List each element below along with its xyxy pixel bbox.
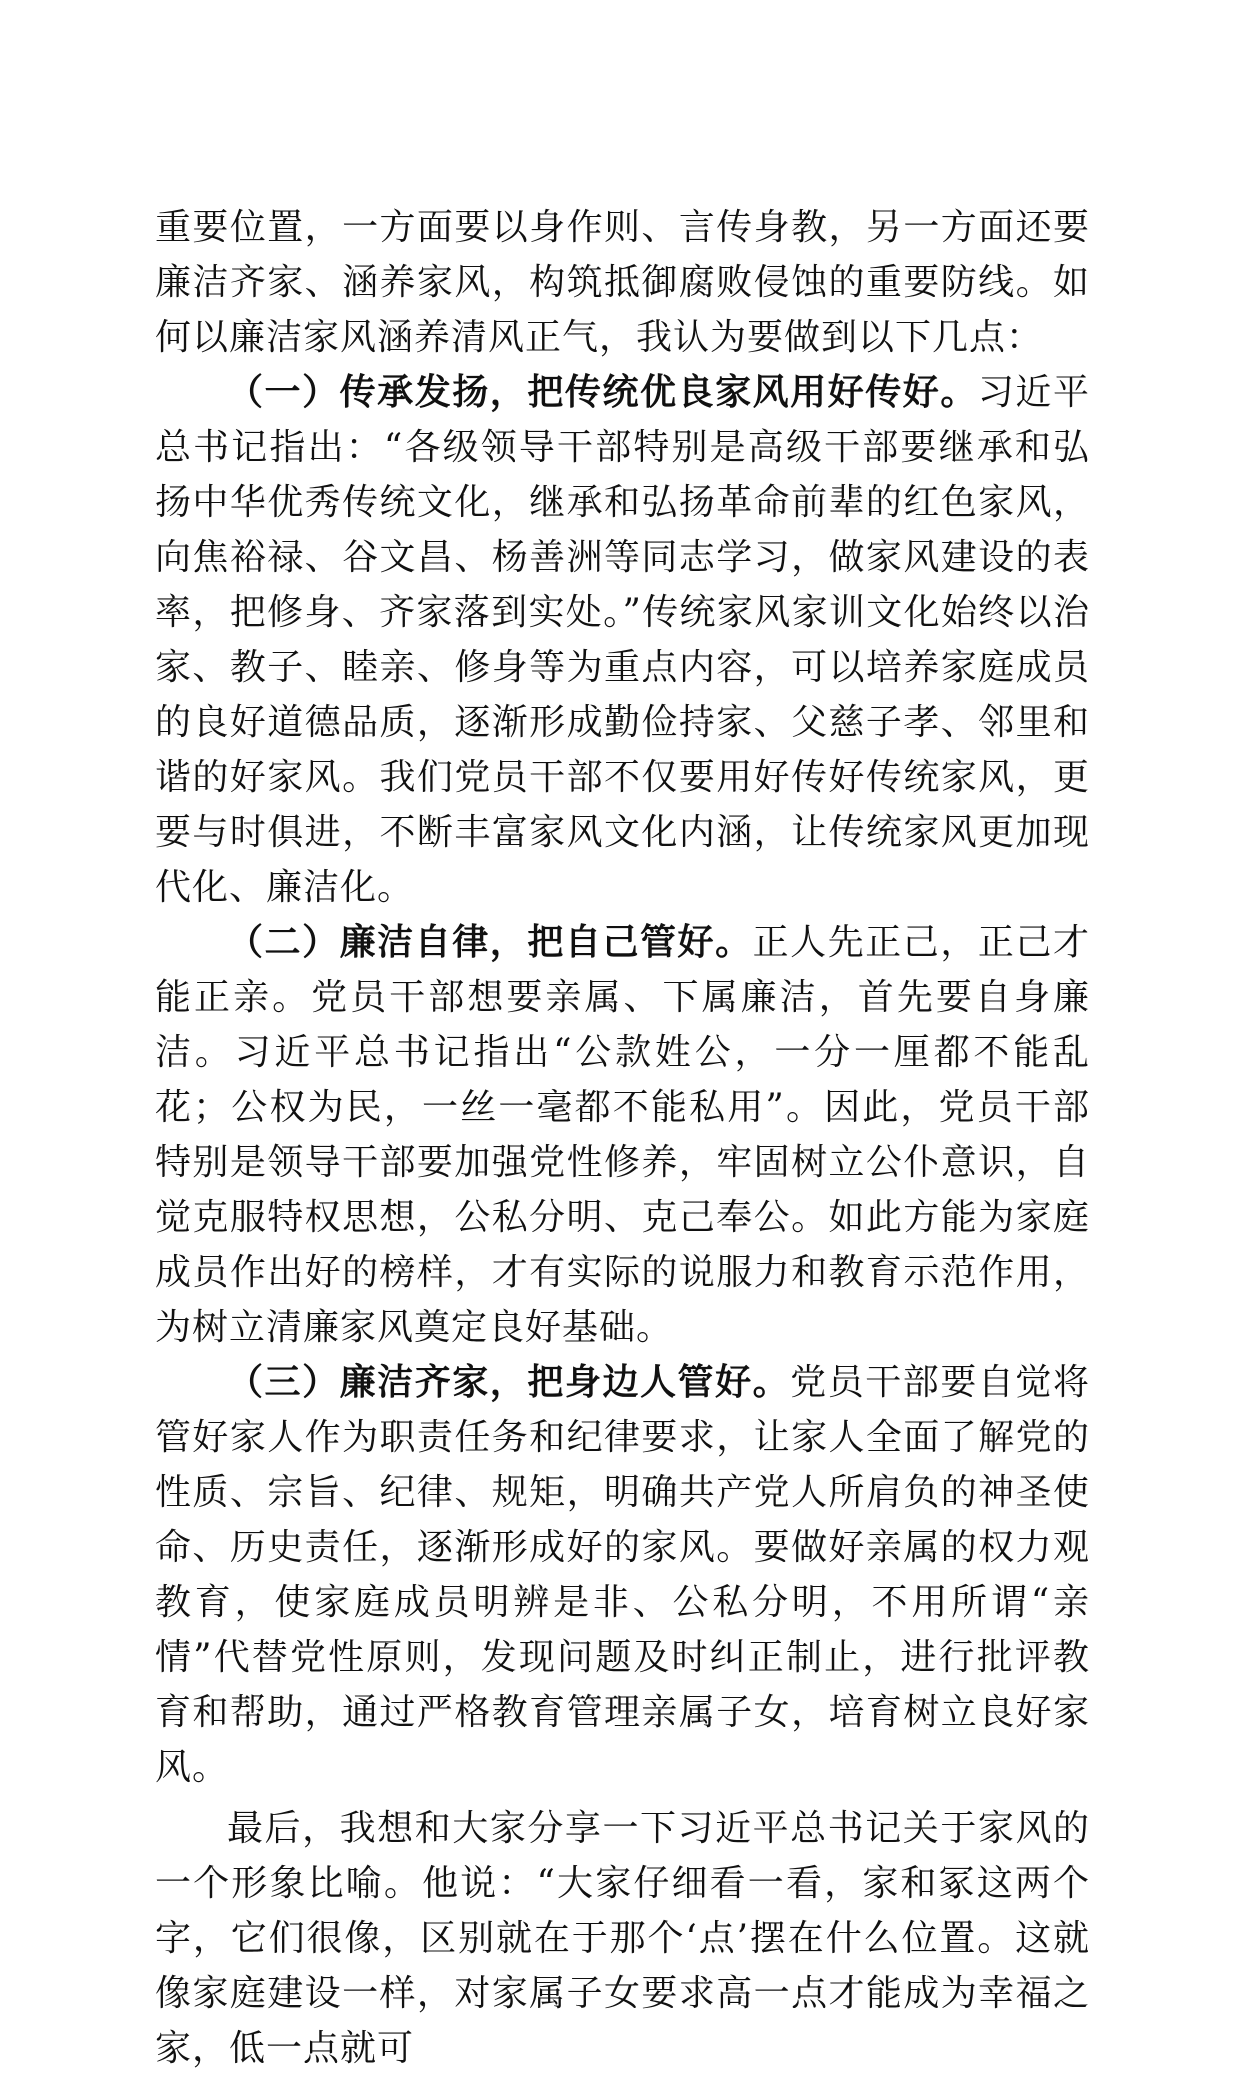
section-heading-3: （三）廉洁齐家，把身边人管好。 <box>227 1361 791 1403</box>
paragraph-conclusion <box>155 1801 1090 2076</box>
paragraph-text: 重要位置，一方面要以身作则、言传身教，另一方面还要廉洁齐家、涵养家风，构筑抵御腐败侵蚀的重要防线。如何以廉洁家风涵养清风正气，我认为要做到以下几点： <box>155 207 1090 358</box>
paragraph-intro-continuation <box>155 200 1090 365</box>
paragraph-text: 党员干部要自觉将管好家人作为职责任务和纪律要求，让家人全面了解党的性质、宗旨、纪律、规矩，明确共产党人所肩负的神圣使命、历史责任，逐渐形成好的家风。要做好亲属的权力观教育，使家庭成员明辨是非、公私分明，不用所谓“亲情”代替党性原则，发现问题及时纠正制止，进行批评教育和帮助，通过严格教育管理亲属子女，培育树立良好家风。 <box>155 1362 1090 1788</box>
paragraph-text: 习近平总书记指出：“各级领导干部特别是高级干部要继承和弘扬中华优秀传统文化，继承和弘扬革命前辈的红色家风，向焦裕禄、谷文昌、杨善洲等同志学习，做家风建设的表率，把修身、齐家落到实处。”传统家风家训文化始终以治家、教子、睦亲、修身等为重点内容，可以培养家庭成员的良好道德品质，逐渐形成勤俭持家、父慈子孝、邻里和谐的好家风。我们党员干部不仅要用好传好传统家风，更要与时俱进，不断丰富家风文化内涵，让传统家风更加现代化、廉洁化。 <box>155 372 1090 908</box>
paragraph-text: 正人先正己，正己才能正亲。党员干部想要亲属、下属廉洁，首先要自身廉洁。习近平总书记指出“公款姓公，一分一厘都不能乱花；公权为民，一丝一毫都不能私用”。因此，党员干部特别是领导干部要加强党性修养，牢固树立公仆意识，自觉克服特权思想，公私分明、克己奉公。如此方能为家庭成员作出好的榜样，才有实际的说服力和教育示范作用，为树立清廉家风奠定良好基础。 <box>155 922 1090 1348</box>
paragraph-point-1 <box>155 365 1090 915</box>
section-heading-2: （二）廉洁自律，把自己管好。 <box>227 921 753 963</box>
document-body <box>155 200 1090 2076</box>
paragraph-point-2 <box>155 915 1090 1355</box>
section-heading-1: （一）传承发扬，把传统优良家风用好传好。 <box>227 371 978 413</box>
paragraph-point-3 <box>155 1355 1090 1795</box>
paragraph-text: 最后，我想和大家分享一下习近平总书记关于家风的一个形象比喻。他说：“大家仔细看一看，家和冢这两个字，它们很像，区别就在于那个‘点’摆在什么位置。这就像家庭建设一样，对家属子女要求高一点才能成为幸福之家，低一点就可 <box>155 1808 1090 2069</box>
